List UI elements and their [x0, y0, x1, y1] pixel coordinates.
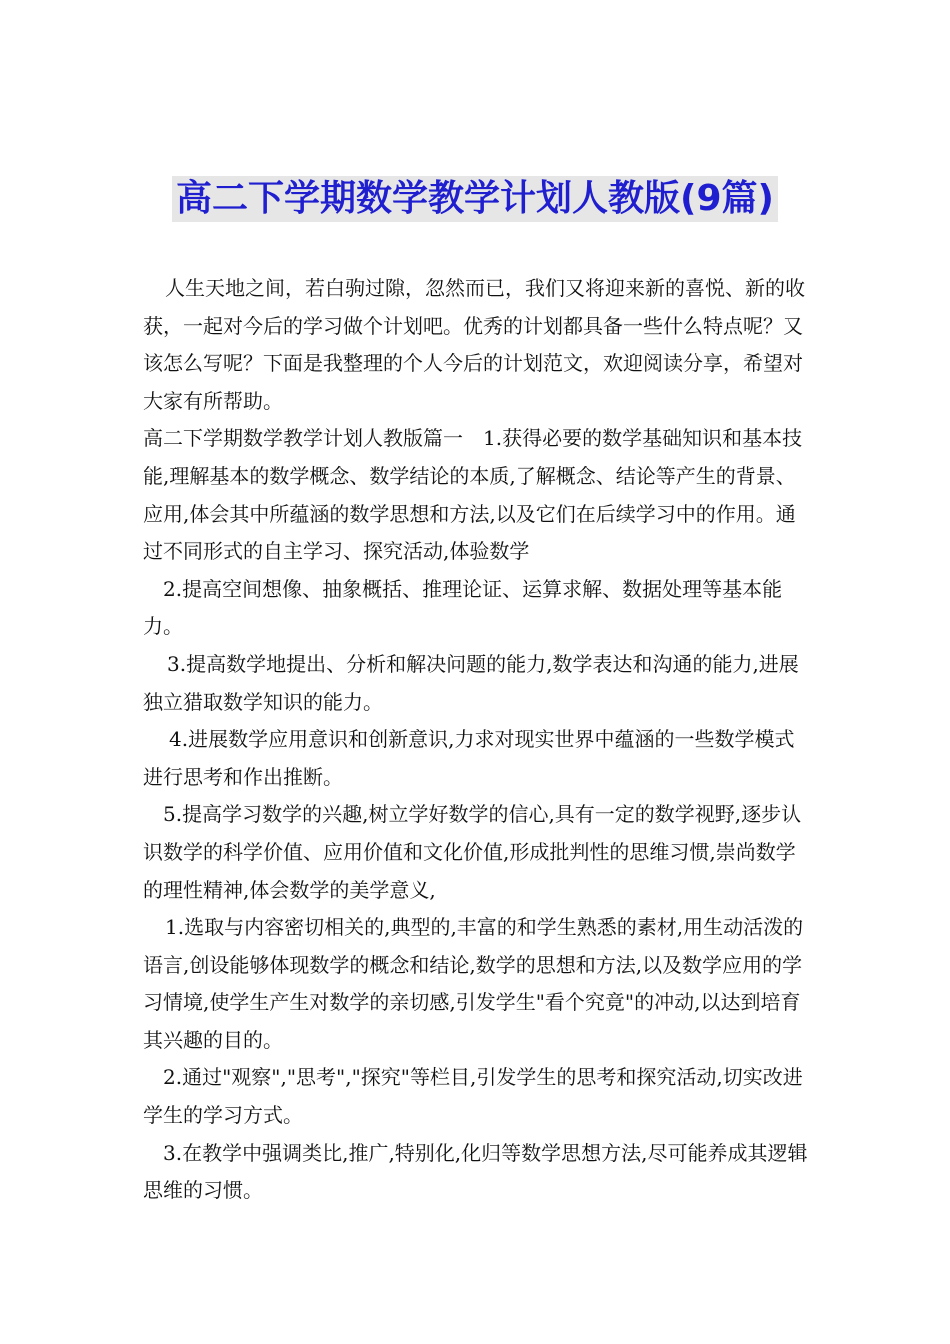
document-body	[143, 270, 811, 1210]
paragraph-item-5: 5.提高学习数学的兴趣,树立学好数学的信心,具有一定的数学视野,逐步认识数学的科学价值、应用价值和文化价值,形成批判性的思维习惯,崇尚数学的理性精神,体会数学的美学意义,	[143, 802, 802, 902]
paragraph-item-4: 4.进展数学应用意识和创新意识,力求对现实世界中蕴涵的一些数学模式进行思考和作出推断。	[143, 727, 795, 789]
paragraph-intro: 人生天地之间，若白驹过隙，忽然而已，我们又将迎来新的喜悦、新的收获，一起对今后的学习做个计划吧。优秀的计划都具备一些什么特点呢？又该怎么写呢？下面是我整理的个人今后的计划范文，欢迎阅读分享，希望对大家有所帮助。	[143, 276, 805, 413]
title-container	[0, 176, 950, 222]
paragraph-method-1: 1.选取与内容密切相关的,典型的,丰富的和学生熟悉的素材,用生动活泼的语言,创设能够体现数学的概念和结论,数学的思想和方法,以及数学应用的学习情境,使学生产生对数学的亲切感,引发学生"看个究竟"的冲动,以达到培育其兴趣的目的。	[143, 915, 804, 1052]
paragraph-item-2: 2.提高空间想像、抽象概括、推理论证、运算求解、数据处理等基本能力。	[143, 576, 783, 639]
document-title: 高二下学期数学教学计划人教版(9篇)	[172, 176, 778, 222]
paragraph-part-one: 高二下学期数学教学计划人教版篇一 1.获得必要的数学基础知识和基本技能,理解基本的数学概念、数学结论的本质,了解概念、结论等产生的背景、应用,体会其中所蕴涵的数学思想和方法,以及它们在后续学习中的作用。通过不同形式的自主学习、探究活动,体验数学	[143, 426, 803, 564]
paragraph-item-3: 3.提高数学地提出、分析和解决问题的能力,数学表达和沟通的能力,进展独立猎取数学知识的能力。	[143, 651, 799, 714]
paragraph-method-3: 3.在教学中强调类比,推广,特别化,化归等数学思想方法,尽可能养成其逻辑思维的习惯。	[143, 1140, 808, 1203]
paragraph-method-2: 2.通过"观察","思考","探究"等栏目,引发学生的思考和探究活动,切实改进学生的学习方式。	[143, 1065, 803, 1128]
